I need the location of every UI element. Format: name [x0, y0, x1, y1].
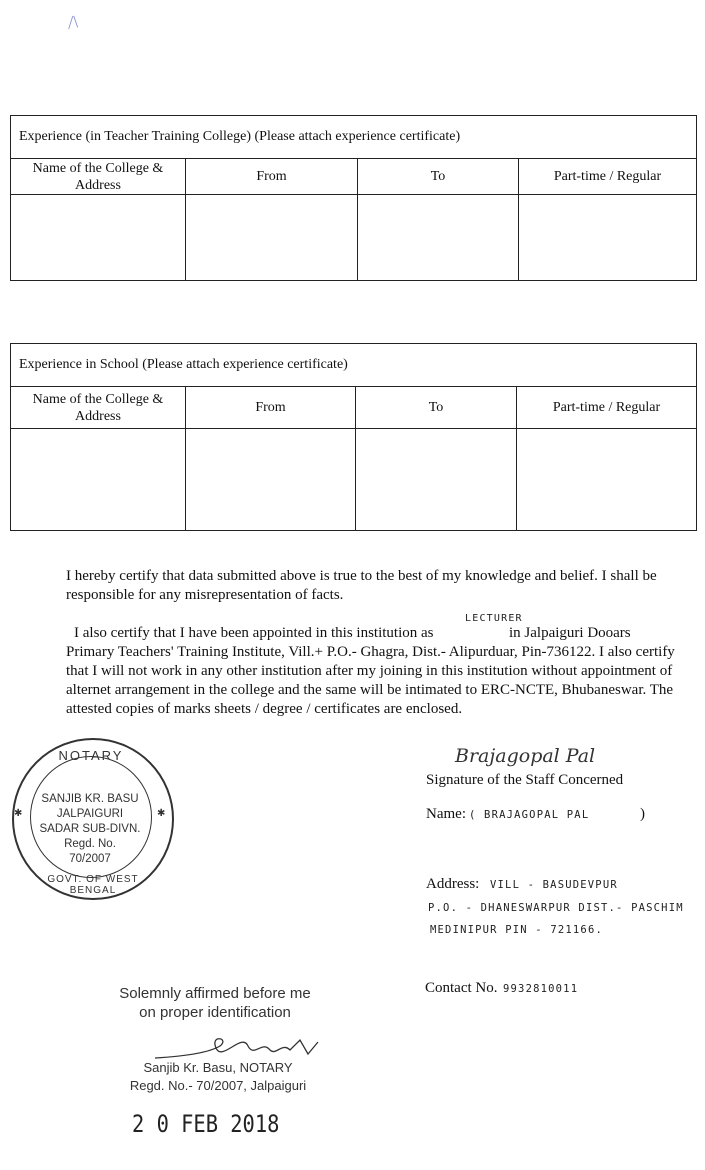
address-line-2: P.O. - DHANESWARPUR DIST.- PASCHIM	[428, 902, 684, 914]
table2-cell	[356, 429, 517, 531]
certification-paragraph-1: I hereby certify that data submitted above is true to the best of my knowledge and belief. I shall be responsible for any misrepresentation of facts.	[66, 568, 657, 603]
para2-part1: I also certify that I have been appointed in this institution as	[74, 625, 434, 641]
table1-caption: Experience (in Teacher Training College) (Please attach experience certificate)	[11, 116, 697, 159]
seal-star-left-icon: ✱	[14, 808, 23, 819]
address-line-3: MEDINIPUR PIN - 721166.	[430, 924, 603, 936]
table2-header-college: Name of the College & Address	[11, 387, 186, 429]
name-close: )	[640, 806, 645, 822]
table1-header-to: To	[358, 159, 519, 195]
seal-star-right-icon: ✱	[157, 808, 166, 819]
affirmation-line-1: Solemnly affirmed before me	[119, 985, 311, 1002]
seal-line-2: JALPAIGURI	[56, 808, 124, 820]
table2-caption: Experience in School (Please attach experience certificate)	[11, 344, 697, 387]
name-label: Name:	[426, 806, 466, 822]
table2-header-from: From	[186, 387, 356, 429]
para2-part2: in Jalpaiguri Dooars Primary Teachers' Training Institute, Vill.+ P.O.- Ghagra, Dist.- Alipurduar, Pin-736122. I also certify that I will not work in any other institution after my joining in this institution without appointment of alternet arrangement in the college and the same will be intimated to ERC-NCTE, Bhubaneswar. The attested copies of marks sheets / degree / certificates are enclosed.	[66, 625, 675, 717]
affirmation-line-2: on proper identification	[139, 1004, 291, 1021]
name-value: ( BRAJAGOPAL PAL	[469, 809, 590, 821]
seal-line-5: 70/2007	[69, 853, 111, 865]
notary-name-stamp: Sanjib Kr. Basu, NOTARY	[143, 1060, 293, 1075]
table2-cell	[11, 429, 186, 531]
table2-header-to: To	[356, 387, 517, 429]
seal-bottom-text: GOVT. OF WEST BENGAL	[47, 874, 139, 896]
experience-college-table	[10, 115, 697, 281]
seal-line-4: Regd. No.	[64, 838, 116, 850]
experience-school-table	[10, 343, 697, 531]
table2-header-type: Part-time / Regular	[517, 387, 697, 429]
table1-cell	[358, 195, 519, 281]
table1-cell	[519, 195, 697, 281]
notary-regd-stamp: Regd. No.- 70/2007, Jalpaiguri	[129, 1078, 307, 1093]
contact-value: 9932810011	[503, 983, 579, 995]
seal-line-1: SANJIB KR. BASU	[41, 793, 139, 805]
address-line-1: VILL - BASUDEVPUR	[490, 879, 618, 891]
table1-header-type: Part-time / Regular	[519, 159, 697, 195]
address-label: Address:	[426, 876, 480, 892]
seal-line-3: SADAR SUB-DIVN.	[39, 823, 141, 835]
contact-label: Contact No.	[425, 980, 498, 996]
table1-header-from: From	[186, 159, 358, 195]
staff-signature: Brajagopal Pal	[455, 745, 596, 767]
post-handwritten: LECTURER	[465, 613, 523, 624]
table2-cell	[186, 429, 356, 531]
table1-cell	[11, 195, 186, 281]
corner-mark: /\	[66, 11, 80, 33]
date-stamp: 2 0 FEB 2018	[132, 1110, 280, 1138]
seal-top-text: NOTARY	[58, 748, 124, 763]
certification-paragraph-2	[66, 624, 676, 719]
table1-cell	[186, 195, 358, 281]
signature-label: Signature of the Staff Concerned	[426, 772, 624, 788]
table2-cell	[517, 429, 697, 531]
table1-header-college: Name of the College & Address	[11, 159, 186, 195]
